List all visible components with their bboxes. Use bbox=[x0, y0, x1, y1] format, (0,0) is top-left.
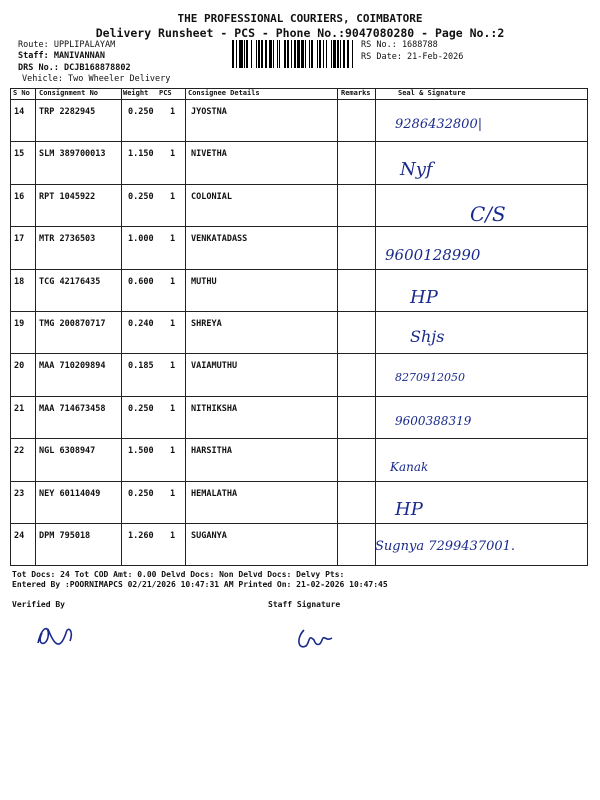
row-consignee: MUTHU bbox=[191, 276, 217, 287]
row-sno: 14 bbox=[14, 107, 25, 117]
row-sno: 21 bbox=[14, 403, 25, 414]
row-handwritten-signature: 8270912050 bbox=[395, 371, 465, 385]
company-title: THE PROFESSIONAL COURIERS, COIMBATORE bbox=[177, 12, 423, 25]
row-consignee: VENKATADASS bbox=[191, 234, 248, 245]
row-pcs: 1 bbox=[170, 531, 176, 541]
row-consignee: SHREYA bbox=[191, 319, 222, 329]
row-weight: 1.260 bbox=[128, 531, 154, 541]
row-consignment: SLM 389700013 bbox=[39, 149, 106, 160]
column-header-remarks: Remarks bbox=[341, 89, 371, 97]
row-consignment: TCG 42176435 bbox=[39, 276, 101, 287]
row-consignee: SUGANYA bbox=[191, 531, 227, 541]
staff-signature-mark bbox=[290, 620, 340, 660]
row-consignee: NIVETHA bbox=[191, 149, 227, 160]
row-handwritten-signature: HP bbox=[395, 498, 423, 520]
row-pcs: 1 bbox=[170, 149, 176, 160]
staff-label: Staff: MANIVANNAN bbox=[18, 51, 105, 61]
row-handwritten-signature: 9600128990 bbox=[385, 246, 481, 265]
row-handwritten-signature: Sugnya 7299437001. bbox=[375, 539, 516, 554]
row-consignment: DPM 795018 bbox=[39, 531, 91, 541]
column-header-sno: S No bbox=[13, 89, 30, 97]
row-weight: 1.500 bbox=[128, 446, 154, 457]
column-header-seal-signature: Seal & Signature bbox=[398, 89, 466, 97]
row-pcs: 1 bbox=[170, 488, 176, 499]
row-sno: 15 bbox=[14, 149, 25, 160]
row-pcs: 1 bbox=[170, 107, 176, 117]
row-pcs: 1 bbox=[170, 319, 176, 329]
route-label: Route: UPPLIPALAYAM bbox=[18, 40, 116, 50]
row-sno: 16 bbox=[14, 191, 25, 202]
row-sno: 19 bbox=[14, 319, 25, 329]
row-weight: 1.150 bbox=[128, 149, 154, 160]
row-consignee: NITHIKSHA bbox=[191, 403, 238, 414]
row-handwritten-signature: Kanak bbox=[390, 460, 429, 475]
row-weight: 0.250 bbox=[128, 107, 154, 117]
row-weight: 0.185 bbox=[128, 361, 154, 372]
column-header-pcs: PCS bbox=[159, 89, 172, 97]
row-handwritten-signature: HP bbox=[410, 286, 438, 308]
row-sno: 17 bbox=[14, 234, 25, 245]
row-consignee: VAIAMUTHU bbox=[191, 361, 238, 372]
row-consignment: MAA 710209894 bbox=[39, 361, 106, 372]
vehicle-label: Vehicle: Two Wheeler Delivery bbox=[22, 74, 171, 84]
verified-by-signature bbox=[30, 615, 80, 655]
row-weight: 0.250 bbox=[128, 403, 154, 414]
rs-number: RS No.: 1688788 bbox=[361, 40, 438, 50]
row-weight: 0.250 bbox=[128, 191, 154, 202]
row-consignment: TMG 200870717 bbox=[39, 319, 106, 329]
row-sno: 22 bbox=[14, 446, 25, 457]
row-consignee: JYOSTNA bbox=[191, 107, 227, 117]
rs-date: RS Date: 21-Feb-2026 bbox=[361, 52, 464, 62]
row-sno: 24 bbox=[14, 531, 25, 541]
row-sno: 18 bbox=[14, 276, 25, 287]
verified-by-label: Verified By bbox=[12, 600, 65, 609]
row-handwritten-signature: C/S bbox=[470, 201, 506, 226]
row-weight: 0.240 bbox=[128, 319, 154, 329]
row-handwritten-signature: Nyf bbox=[400, 159, 433, 181]
row-consignment: RPT 1045922 bbox=[39, 191, 96, 202]
row-consignee: HARSITHA bbox=[191, 446, 232, 457]
row-handwritten-signature: 9286432800| bbox=[395, 117, 483, 132]
row-pcs: 1 bbox=[170, 276, 176, 287]
drs-number: DRS No.: DCJB168878802 bbox=[18, 63, 131, 73]
row-consignee: HEMALATHA bbox=[191, 488, 238, 499]
row-pcs: 1 bbox=[170, 446, 176, 457]
row-pcs: 1 bbox=[170, 403, 176, 414]
row-consignment: MTR 2736503 bbox=[39, 234, 96, 245]
row-sno: 20 bbox=[14, 361, 25, 372]
row-consignment: MAA 714673458 bbox=[39, 403, 106, 414]
row-pcs: 1 bbox=[170, 361, 176, 372]
row-consignment: TRP 2282945 bbox=[39, 107, 96, 117]
totals-line: Tot Docs: 24 Tot COD Amt: 0.00 Delvd Docs: Non Delvd Docs: Delvy Pts: bbox=[12, 570, 345, 579]
row-consignment: NEY 60114049 bbox=[39, 488, 101, 499]
runsheet-subtitle: Delivery Runsheet - PCS - Phone No.:9047080280 - Page No.:2 bbox=[95, 26, 505, 40]
row-sno: 23 bbox=[14, 488, 25, 499]
row-pcs: 1 bbox=[170, 191, 176, 202]
column-header-consignment: Consignment No bbox=[39, 89, 99, 97]
entered-by-line: Entered By :POORNIMAPCS 02/21/2026 10:47:31 AM Printed On: 21-02-2026 10:47:45 bbox=[12, 580, 388, 589]
row-handwritten-signature: 9600388319 bbox=[395, 413, 472, 428]
column-header-weight: Weight bbox=[123, 89, 149, 97]
row-handwritten-signature: Shjs bbox=[410, 327, 445, 346]
row-pcs: 1 bbox=[170, 234, 176, 245]
row-consignee: COLONIAL bbox=[191, 191, 232, 202]
row-weight: 0.250 bbox=[128, 488, 154, 499]
row-weight: 0.600 bbox=[128, 276, 154, 287]
row-consignment: NGL 6308947 bbox=[39, 446, 96, 457]
staff-signature-label: Staff Signature bbox=[268, 600, 341, 609]
row-weight: 1.000 bbox=[128, 234, 154, 245]
barcode-image bbox=[232, 40, 354, 68]
column-header-consignee: Consignee Details bbox=[188, 89, 260, 97]
runsheet-table bbox=[10, 88, 588, 566]
